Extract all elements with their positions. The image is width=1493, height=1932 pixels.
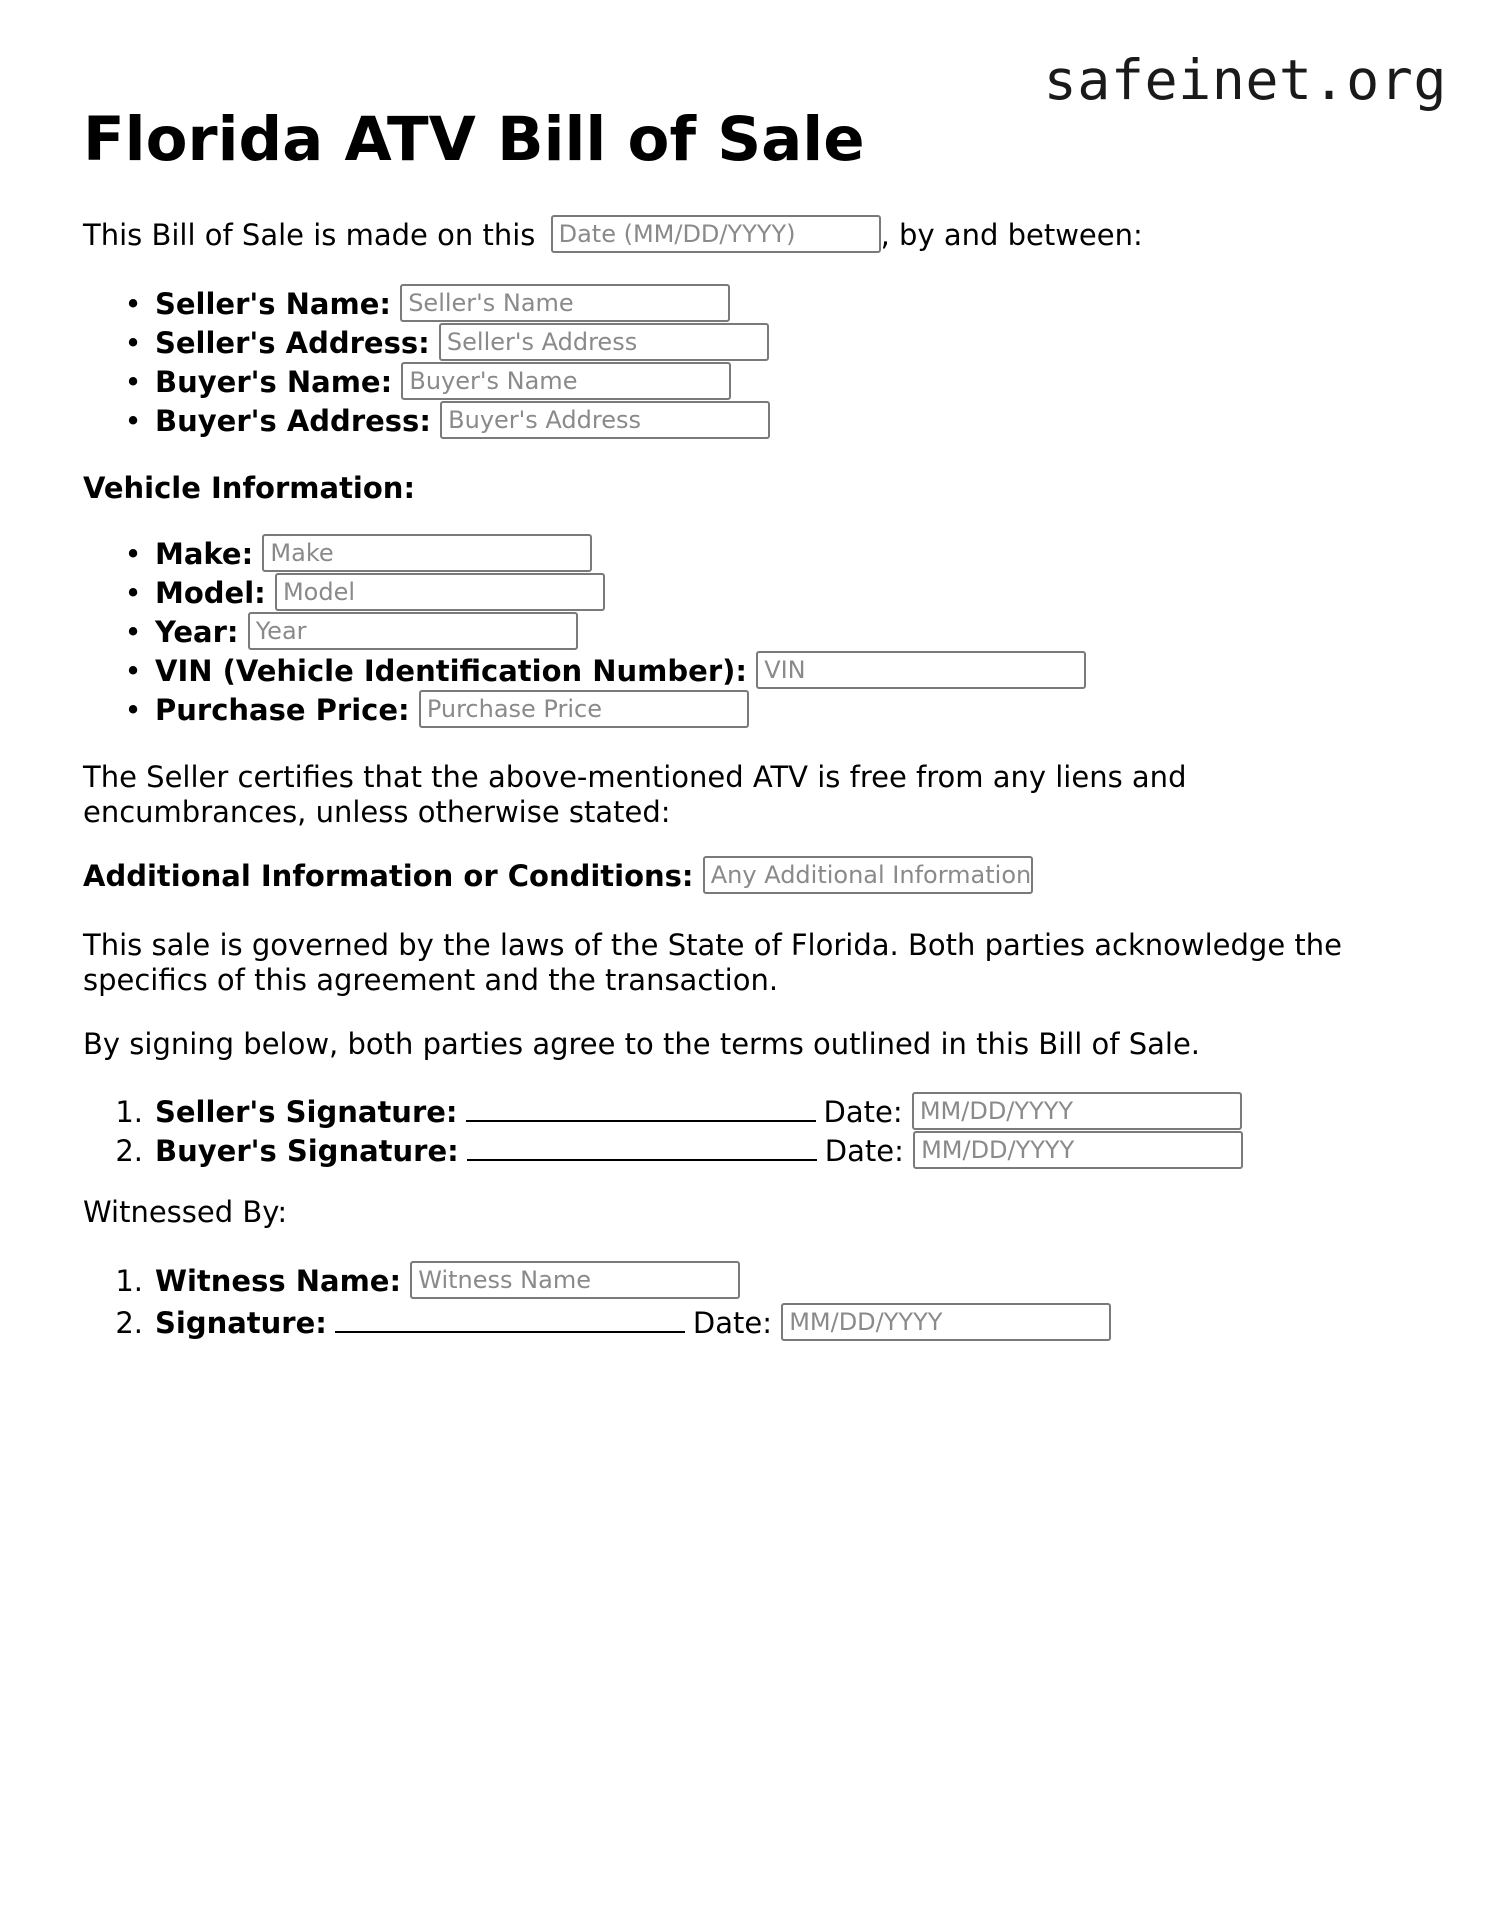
intro-line: [83, 216, 1143, 254]
governed-line-1: This sale is governed by the laws of the State of Florida. Both parties acknowledge the: [83, 928, 1342, 962]
list-item: [83, 574, 605, 612]
vin-label: VIN (Vehicle Identification Number):: [155, 654, 747, 688]
buyer-signature-label: Buyer's Signature:: [155, 1134, 459, 1168]
bullet: •: [124, 404, 142, 438]
model-field[interactable]: Model: [275, 573, 605, 611]
list-number: 2.: [115, 1306, 143, 1340]
list-item: [83, 402, 770, 440]
buyer-date-field[interactable]: MM/DD/YYYY: [913, 1131, 1243, 1169]
list-item: [83, 285, 730, 323]
seller-signature-label: Seller's Signature:: [155, 1095, 458, 1129]
vehicle-heading: Vehicle Information:: [83, 471, 416, 505]
make-field[interactable]: Make: [262, 534, 592, 572]
list-item: [83, 691, 749, 729]
additional-info-line: [83, 857, 1033, 895]
bullet: •: [124, 654, 142, 688]
seller-date-label: Date:: [823, 1095, 903, 1129]
witness-name-field[interactable]: Witness Name: [410, 1261, 740, 1299]
buyer-signature-line[interactable]: [467, 1129, 817, 1161]
certify-line-2: encumbrances, unless otherwise stated:: [83, 795, 671, 829]
additional-info-field[interactable]: Any Additional Information: [703, 856, 1033, 894]
bullet: •: [124, 326, 142, 360]
buyer-address-label: Buyer's Address:: [155, 404, 431, 438]
witness-signature-label: Signature:: [155, 1306, 327, 1340]
make-label: Make:: [155, 537, 254, 571]
bullet: •: [124, 576, 142, 610]
list-item: [83, 535, 592, 573]
witness-date-label: Date:: [692, 1306, 772, 1340]
vin-field[interactable]: VIN: [756, 651, 1086, 689]
additional-info-label: Additional Information or Conditions:: [83, 859, 694, 893]
certify-line-1: The Seller certifies that the above-mentioned ATV is free from any liens and: [83, 760, 1187, 794]
list-item: [83, 652, 1086, 690]
governed-line-2: specifics of this agreement and the transaction.: [83, 963, 779, 997]
sale-date-field[interactable]: Date (MM/DD/YYYY): [551, 215, 881, 253]
list-item: [83, 324, 769, 362]
witness-heading: Witnessed By:: [83, 1195, 288, 1229]
witness-date-field[interactable]: MM/DD/YYYY: [781, 1303, 1111, 1341]
buyer-name-label: Buyer's Name:: [155, 365, 393, 399]
seller-signature-line[interactable]: [466, 1090, 816, 1122]
witness-name-row: [83, 1262, 740, 1300]
seller-name-field[interactable]: Seller's Name: [400, 284, 730, 322]
page-title: Florida ATV Bill of Sale: [83, 104, 865, 175]
bullet: •: [124, 693, 142, 727]
list-item: [83, 363, 731, 401]
seller-address-label: Seller's Address:: [155, 326, 430, 360]
year-label: Year:: [155, 615, 239, 649]
agree-text: By signing below, both parties agree to the terms outlined in this Bill of Sale.: [83, 1027, 1201, 1061]
list-item: [83, 613, 578, 651]
bullet: •: [124, 537, 142, 571]
intro-text-before: This Bill of Sale is made on this: [83, 218, 536, 252]
list-number: 1.: [115, 1264, 143, 1298]
signature-row: [83, 1090, 1242, 1131]
list-number: 1.: [115, 1095, 143, 1129]
buyer-name-field[interactable]: Buyer's Name: [401, 362, 731, 400]
seller-name-label: Seller's Name:: [155, 287, 391, 321]
buyer-date-label: Date:: [824, 1134, 904, 1168]
watermark: safeinet.org: [1043, 48, 1447, 112]
intro-text-after: , by and between:: [880, 218, 1143, 252]
purchase-price-label: Purchase Price:: [155, 693, 410, 727]
witness-signature-line[interactable]: [335, 1301, 685, 1333]
year-field[interactable]: Year: [248, 612, 578, 650]
model-label: Model:: [155, 576, 266, 610]
bullet: •: [124, 365, 142, 399]
bullet: •: [124, 287, 142, 321]
witness-signature-row: [83, 1301, 1111, 1342]
purchase-price-field[interactable]: Purchase Price: [419, 690, 749, 728]
list-number: 2.: [115, 1134, 143, 1168]
bullet: •: [124, 615, 142, 649]
seller-address-field[interactable]: Seller's Address: [439, 323, 769, 361]
seller-date-field[interactable]: MM/DD/YYYY: [912, 1092, 1242, 1130]
witness-name-label: Witness Name:: [155, 1264, 402, 1298]
signature-row: [83, 1129, 1243, 1170]
buyer-address-field[interactable]: Buyer's Address: [440, 401, 770, 439]
